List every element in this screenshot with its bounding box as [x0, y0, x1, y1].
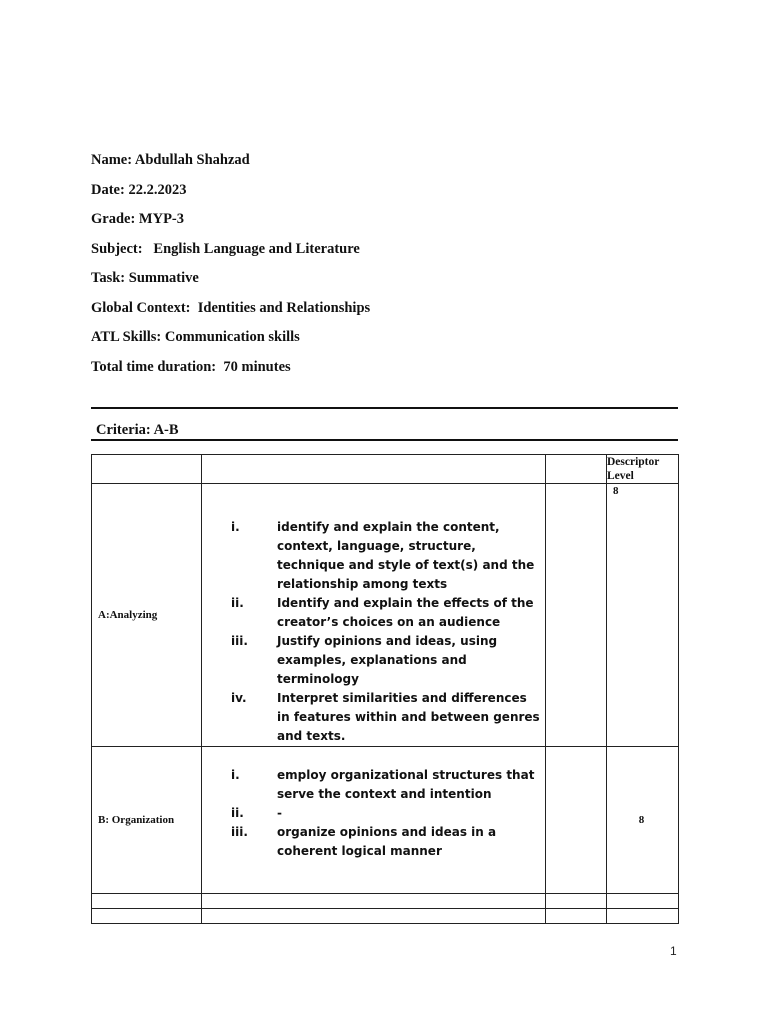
empty-cell — [202, 909, 546, 924]
empty-cell — [92, 909, 202, 924]
list-item: iv. Interpret similarities and differences in features within and between genres and texts. — [231, 691, 540, 743]
empty-cell — [546, 909, 607, 924]
header-cell-empty — [202, 455, 546, 484]
info-date: Date: 22.2.2023 — [91, 181, 187, 198]
empty-cell — [607, 894, 679, 909]
criterion-name: B: Organization — [92, 747, 202, 894]
divider-top — [91, 407, 678, 409]
list-item: i. identify and explain the content, context, language, structure, technique and style of text(s) and the relationship among texts — [231, 520, 535, 591]
strand-list — [202, 766, 545, 861]
header-descriptor-level: Descriptor Level — [607, 455, 679, 484]
criteria-heading: Criteria: A-B — [96, 422, 179, 438]
empty-cell — [92, 894, 202, 909]
list-item: ii. Identify and explain the effects of the creator’s choices on an audience — [231, 596, 534, 629]
criterion-strands — [202, 747, 546, 894]
header-cell-empty — [92, 455, 202, 484]
strand-list — [202, 518, 545, 746]
student-info — [91, 150, 370, 386]
table-row — [92, 894, 679, 909]
criterion-name: A:Analyzing — [92, 484, 202, 747]
info-global-context: Global Context: Identities and Relationships — [91, 299, 371, 316]
info-duration: Total time duration: 70 minutes — [91, 358, 291, 375]
criteria-table — [91, 454, 679, 924]
divider-bottom — [91, 439, 678, 441]
table-row — [92, 909, 679, 924]
list-item: ii. - — [231, 806, 282, 820]
info-grade: Grade: MYP-3 — [91, 211, 185, 227]
info-task: Task: Summative — [91, 270, 199, 286]
descriptor-level-value: 8 — [607, 747, 679, 894]
empty-cell — [546, 894, 607, 909]
empty-cell — [607, 909, 679, 924]
empty-cell — [202, 894, 546, 909]
table-row — [92, 747, 679, 894]
header-cell-empty — [546, 455, 607, 484]
info-name: Name: Abdullah Shahzad — [91, 152, 250, 168]
descriptor-level-value: 8 — [607, 484, 679, 747]
table-row — [92, 484, 679, 747]
list-item: i. employ organizational structures that serve the context and intention — [231, 768, 535, 801]
page-number: 1 — [670, 944, 677, 958]
info-subject: Subject: English Language and Literature — [91, 240, 360, 257]
info-atl-skills: ATL Skills: Communication skills — [91, 329, 300, 345]
list-item: iii. Justify opinions and ideas, using examples, explanations and terminology — [231, 634, 498, 686]
list-item: iii. organize opinions and ideas in a coherent logical manner — [231, 825, 497, 858]
score-cell — [546, 747, 607, 894]
criterion-strands — [202, 484, 546, 747]
table-header-row — [92, 455, 679, 484]
score-cell — [546, 484, 607, 747]
